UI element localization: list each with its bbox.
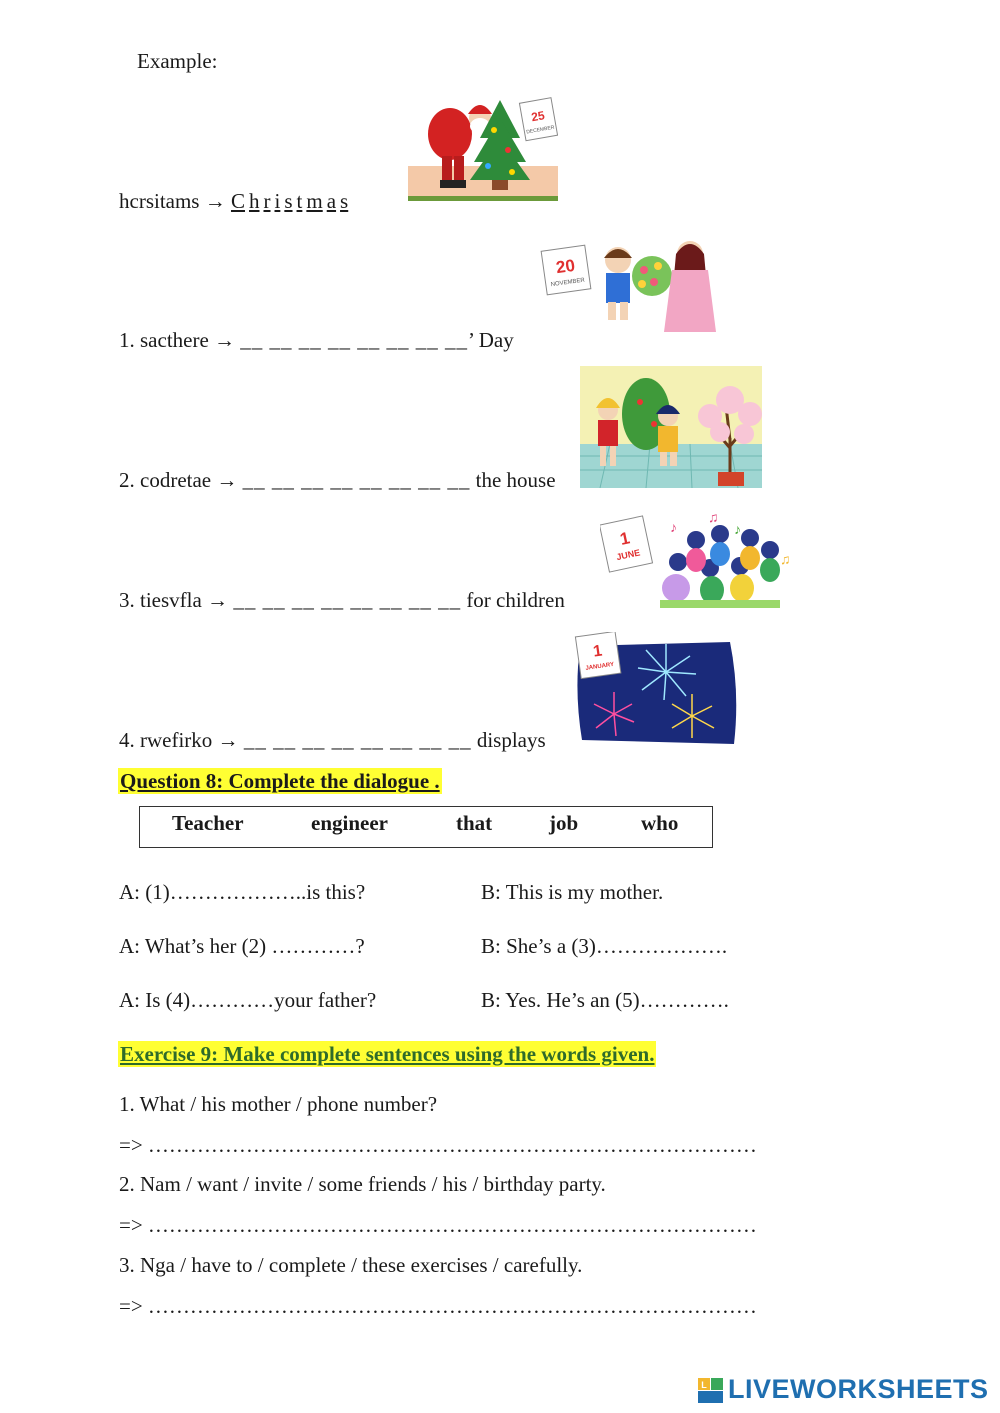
word-bank-item: that <box>456 811 493 835</box>
item-4 <box>119 727 546 753</box>
item-suffix: ’ Day <box>468 328 514 352</box>
calendar-month-label: DECEMBER <box>525 124 555 136</box>
question-8-title: Question 8: Complete the dialogue . <box>120 769 440 793</box>
svg-text:♫: ♫ <box>708 511 719 526</box>
item-suffix: the house <box>470 468 556 492</box>
answer-line[interactable]: => …………………………………………………………………………… <box>119 1294 757 1318</box>
calendar-day-label: 20 <box>554 255 577 278</box>
word-bank-item: job <box>549 811 579 835</box>
sentence-prompt: 1. What / his mother / phone number? <box>119 1092 438 1116</box>
example-line <box>119 188 352 214</box>
answer-line[interactable]: => …………………………………………………………………………… <box>119 1133 757 1157</box>
example-answer: C h r i s t m a s <box>230 189 349 213</box>
word-bank-item: engineer <box>311 811 388 835</box>
answer-blank[interactable]: __ __ __ __ __ __ __ __ <box>242 468 471 492</box>
word-bank-item: who <box>641 811 679 835</box>
svg-text:♪: ♪ <box>734 523 741 538</box>
answer-blank[interactable]: __ __ __ __ __ __ __ __ <box>243 728 472 752</box>
liveworksheets-logo <box>698 1374 994 1408</box>
sentence-prompt: 2. Nam / want / invite / some friends / his / birthday party. <box>119 1172 606 1196</box>
calendar-month-label: NOVEMBER <box>550 277 586 289</box>
exercise-9-title: Exercise 9: Make complete sentences using the words given. <box>120 1042 655 1066</box>
logo-letters: L <box>701 1380 707 1390</box>
example-scrambled: hcrsitams → <box>119 189 226 213</box>
answer-blank[interactable]: __ __ __ __ __ __ __ __ <box>240 328 469 352</box>
item-prefix: 1. sacthere → <box>119 328 236 352</box>
item-1 <box>119 327 514 353</box>
childrens-festival-illustration <box>600 508 804 610</box>
decorate-house-illustration <box>580 366 762 488</box>
liveworksheets-logo-icon <box>698 1378 724 1404</box>
dialogue-line-b[interactable]: B: Yes. He’s an (5)…………. <box>481 988 729 1012</box>
firework-illustration <box>574 632 738 748</box>
svg-text:♫: ♫ <box>780 553 791 568</box>
calendar-day-label: 1 <box>618 528 632 549</box>
item-suffix: for children <box>461 588 565 612</box>
teachers-day-illustration <box>540 236 718 334</box>
item-suffix: displays <box>471 728 546 752</box>
sentence-prompt: 3. Nga / have to / complete / these exercises / carefully. <box>119 1253 583 1277</box>
word-bank-item: Teacher <box>172 811 244 835</box>
example-label: Example: <box>137 49 218 73</box>
item-prefix: 2. codretae → <box>119 468 238 492</box>
christmas-illustration <box>408 94 558 206</box>
item-3 <box>119 587 565 613</box>
item-prefix: 3. tiesvfla → <box>119 588 229 612</box>
calendar-day-label: 25 <box>530 108 546 125</box>
dialogue-line-a[interactable]: A: (1)………………..is this? <box>119 880 366 904</box>
answer-blank[interactable]: __ __ __ __ __ __ __ __ <box>233 588 462 612</box>
calendar-day-label: 1 <box>592 642 604 661</box>
calendar-month-label: JUNE <box>615 547 642 563</box>
calendar-month-label: JANUARY <box>585 661 615 672</box>
svg-text:♪: ♪ <box>670 521 677 536</box>
answer-line[interactable]: => …………………………………………………………………………… <box>119 1213 757 1237</box>
word-bank <box>139 806 713 848</box>
dialogue-line-b[interactable]: B: She’s a (3)………………. <box>481 934 728 958</box>
dialogue-line-b: B: This is my mother. <box>481 880 664 904</box>
dialogue-line-a[interactable]: A: Is (4)…………your father? <box>119 988 377 1012</box>
brand-name: LIVEWORKSHEETS <box>728 1374 989 1404</box>
item-prefix: 4. rwefirko → <box>119 728 239 752</box>
dialogue-line-a[interactable]: A: What’s her (2) …………? <box>119 934 365 958</box>
item-2 <box>119 467 556 493</box>
